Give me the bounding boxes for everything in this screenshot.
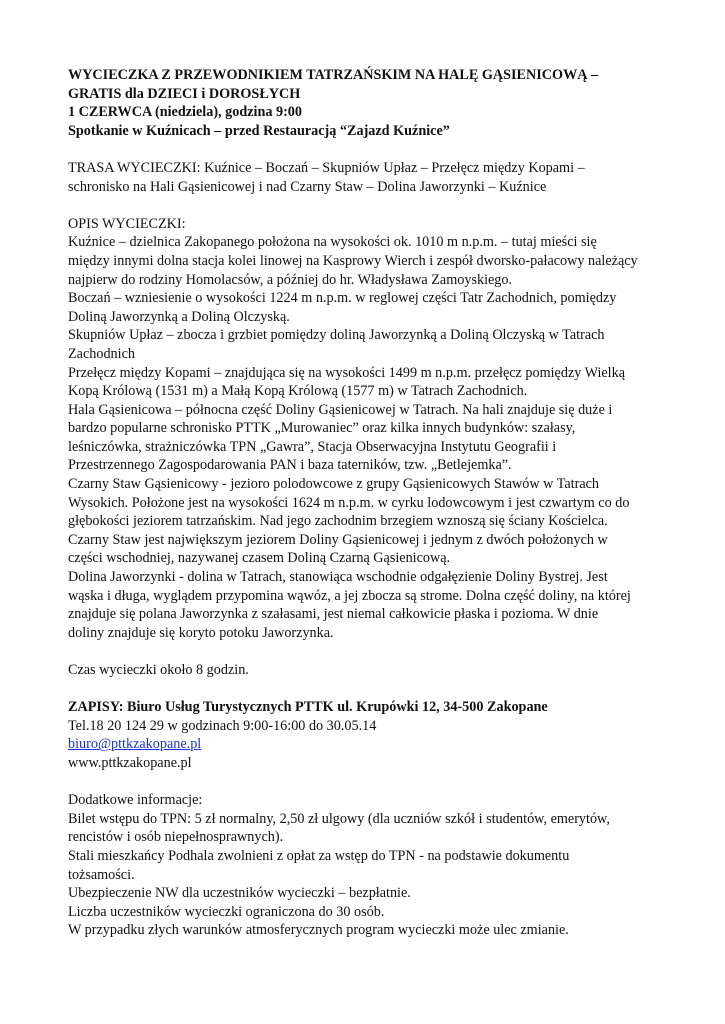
additional-info-line: Stali mieszkańcy Podhala zwolnieni z opłat za wstęp do TPN - na podstawie dokumentu bbox=[68, 847, 570, 864]
date-line: 1 CZERWCA (niedziela), godzina 9:00 bbox=[68, 104, 302, 121]
spacer bbox=[68, 680, 668, 699]
description-line: doliny znajduje się koryto potoku Jaworzynka. bbox=[68, 624, 334, 641]
spacer bbox=[68, 642, 668, 661]
description-line: Hala Gąsienicowa – północna część Doliny Gąsienicowej w Tatrach. Na hali znajduje się duże i bbox=[68, 401, 613, 418]
description-line: Boczań – wzniesienie o wysokości 1224 m n.p.m. w reglowej części Tatr Zachodnich, pomiędzy bbox=[68, 290, 617, 307]
additional-info-line: W przypadku złych warunków atmosferycznych program wycieczki może ulec zmianie. bbox=[68, 922, 569, 939]
description-line: Kopą Królową (1531 m) a Małą Kopą Królową (1577 m) w Tatrach Zachodnich. bbox=[68, 383, 528, 400]
additional-info-block bbox=[68, 791, 668, 940]
route-line: TRASA WYCIECZKI: Kuźnice – Boczań – Skupniów Upłaz – Przełęcz między Kopami – bbox=[68, 159, 585, 176]
description-line: Wysokich. Położone jest na wysokości 1624 m n.p.m. w cyrku lodowcowym i jest czwartym co do bbox=[68, 494, 630, 511]
document-page bbox=[68, 66, 668, 940]
additional-info-line: tożsamości. bbox=[68, 866, 135, 883]
description-line: Skupniów Upłaz – zbocza i grzbiet pomiędzy doliną Jaworzynką a Doliną Olczyską w Tatrach bbox=[68, 327, 605, 344]
duration-line: Czas wycieczki około 8 godzin. bbox=[68, 662, 249, 678]
description-line: wąska i długa, wyglądem przypomina wąwóz, a jej zbocza są strome. Dolna część doliny, na której bbox=[68, 587, 631, 604]
description-heading: OPIS WYCIECZKI: bbox=[68, 215, 186, 232]
title-line: GRATIS dla DZIECI i DOROSŁYCH bbox=[68, 85, 301, 102]
additional-info-line: rencistów i osób niepełnosprawnych). bbox=[68, 829, 284, 846]
description-line: Dolina Jaworzynki - dolina w Tatrach, stanowiąca wschodnie odgałęzienie Doliny Bystrej. Jest bbox=[68, 569, 608, 586]
registration-block bbox=[68, 698, 668, 772]
additional-info-line: Liczba uczestników wycieczki ograniczona do 30 osób. bbox=[68, 903, 385, 920]
spacer bbox=[68, 196, 668, 215]
route-block bbox=[68, 159, 668, 196]
meeting-point-line: Spotkanie w Kuźnicach – przed Restauracją “Zajazd Kuźnice” bbox=[68, 122, 450, 139]
additional-info-heading: Dodatkowe informacje: bbox=[68, 792, 203, 809]
email-link[interactable]: biuro@pttkzakopane.pl bbox=[68, 736, 202, 753]
description-line: leśniczówka, strażniczówka TPN „Gawra”, Stacja Obserwacyjna Instytutu Geografii i bbox=[68, 438, 557, 455]
website-line: www.pttkzakopane.pl bbox=[68, 754, 192, 771]
description-line: najpierw do rodziny Homolacsów, a później do hr. Władysława Zamoyskiego. bbox=[68, 271, 513, 288]
description-line: między innymi dolna stacja kolei linowej na Kasprowy Wierch i zespół dworsko-pałacowy należący bbox=[68, 252, 638, 269]
spacer bbox=[68, 773, 668, 792]
description-line: Zachodnich bbox=[68, 345, 135, 362]
phone-line: Tel.18 20 124 29 w godzinach 9:00-16:00 do 30.05.14 bbox=[68, 717, 377, 734]
additional-info-line: Bilet wstępu do TPN: 5 zł normalny, 2,50 zł ulgowy (dla uczniów szkół i studentów, emerytów, bbox=[68, 810, 610, 827]
header-block bbox=[68, 66, 668, 140]
description-line: bardzo popularne schronisko PTTK „Murowaniec” oraz kilka innych budynków: szałasy, bbox=[68, 420, 576, 437]
description-line: Czarny Staw jest największym jeziorem Doliny Gąsienicowej i jednym z dwóch położonych w bbox=[68, 531, 608, 548]
description-line: Przełęcz między Kopami – znajdująca się na wysokości 1499 m n.p.m. przełęcz pomiędzy Wielką bbox=[68, 364, 626, 381]
title-line: WYCIECZKA Z PRZEWODNIKIEM TATRZAŃSKIM NA HALĘ GĄSIENICOWĄ – bbox=[68, 67, 599, 83]
registration-heading: ZAPISY: Biuro Usług Turystycznych PTTK ul. Krupówki 12, 34-500 Zakopane bbox=[68, 699, 548, 716]
spacer bbox=[68, 140, 668, 159]
description-line: Czarny Staw Gąsienicowy - jezioro polodowcowe z grupy Gąsienicowych Stawów w Tatrach bbox=[68, 476, 600, 493]
description-block bbox=[68, 215, 668, 643]
additional-info-line: Ubezpieczenie NW dla uczestników wycieczki – bezpłatnie. bbox=[68, 885, 411, 902]
route-line: schronisko na Hali Gąsienicowej i nad Czarny Staw – Dolina Jaworzynki – Kuźnice bbox=[68, 178, 547, 195]
description-line: znajduje się polana Jaworzynka z szałasami, jest niemal całkowicie płaska i pozioma. W dnie bbox=[68, 606, 599, 623]
description-line: głębokości jeziorem tatrzańskim. Nad jego zachodnim brzegiem wznoszą się ściany Kościelca. bbox=[68, 513, 608, 530]
description-line: części wschodniej, nazywanej czasem Doliną Czarną Gąsienicową. bbox=[68, 550, 451, 567]
description-line: Kuźnice – dzielnica Zakopanego położona na wysokości ok. 1010 m n.p.m. – tutaj mieści się bbox=[68, 234, 597, 251]
description-line: Doliną Jaworzynką a Doliną Olczyską. bbox=[68, 308, 290, 325]
description-line: Przestrzennego Zagospodarowania PAN i baza taterników, tzw. „Betlejemka”. bbox=[68, 457, 512, 474]
